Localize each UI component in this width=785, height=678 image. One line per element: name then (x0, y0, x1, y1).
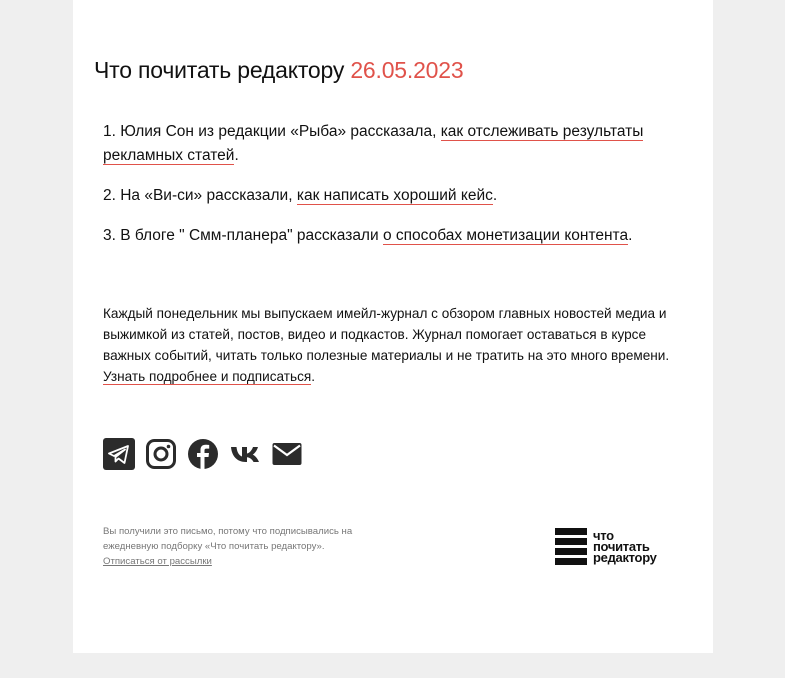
list-item: 1. Юлия Сон из редакции «Рыба» рассказала, как отслеживать результаты рекламных статей. (103, 123, 644, 164)
article-link-ad-results[interactable]: как отслеживать результаты рекламных статей (103, 123, 644, 164)
article-link-monetization[interactable]: о способах монетизации контента (382, 227, 629, 244)
email-icon[interactable] (271, 438, 303, 470)
list-item: 3. В блоге " Смм-планера" рассказали о способах монетизации контента. (103, 227, 633, 244)
article-link-case[interactable]: как написать хороший кейс (296, 187, 493, 204)
unsubscribe-link[interactable]: Отписаться от рассылки (103, 556, 212, 567)
brand-logo (555, 528, 657, 565)
page-title (94, 57, 463, 84)
social-links (103, 438, 303, 470)
email-card (73, 0, 713, 653)
title-text: Что почитать редактору (94, 57, 345, 83)
about-newsletter: Каждый понедельник мы выпускаем имейл-журнал с обзором главных новостей медиа и выжимкой из статей, постов, видео и подкастов. Журнал помогает оставаться в курсе важных событий, читать только полезные материалы и не тратить на это много времени. Узнать подробнее и подписаться. (103, 306, 670, 384)
facebook-icon[interactable] (187, 438, 219, 470)
vk-icon[interactable] (229, 438, 261, 470)
subscribe-link[interactable]: Узнать подробнее и подписаться (103, 369, 312, 384)
issue-date: 26.05.2023 (350, 57, 464, 83)
article-list (103, 120, 683, 264)
logo-bars-icon (555, 528, 587, 565)
instagram-icon[interactable] (145, 438, 177, 470)
telegram-icon[interactable] (103, 438, 135, 470)
list-item: 2. На «Ви-си» рассказали, как написать хороший кейс. (103, 187, 498, 204)
logo-wordmark: что почитать редактору (593, 528, 657, 565)
footer-note: Вы получили это письмо, потому что подписывались на ежедневную подборку «Что почитать редактору». Отписаться от рассылки (103, 526, 353, 567)
